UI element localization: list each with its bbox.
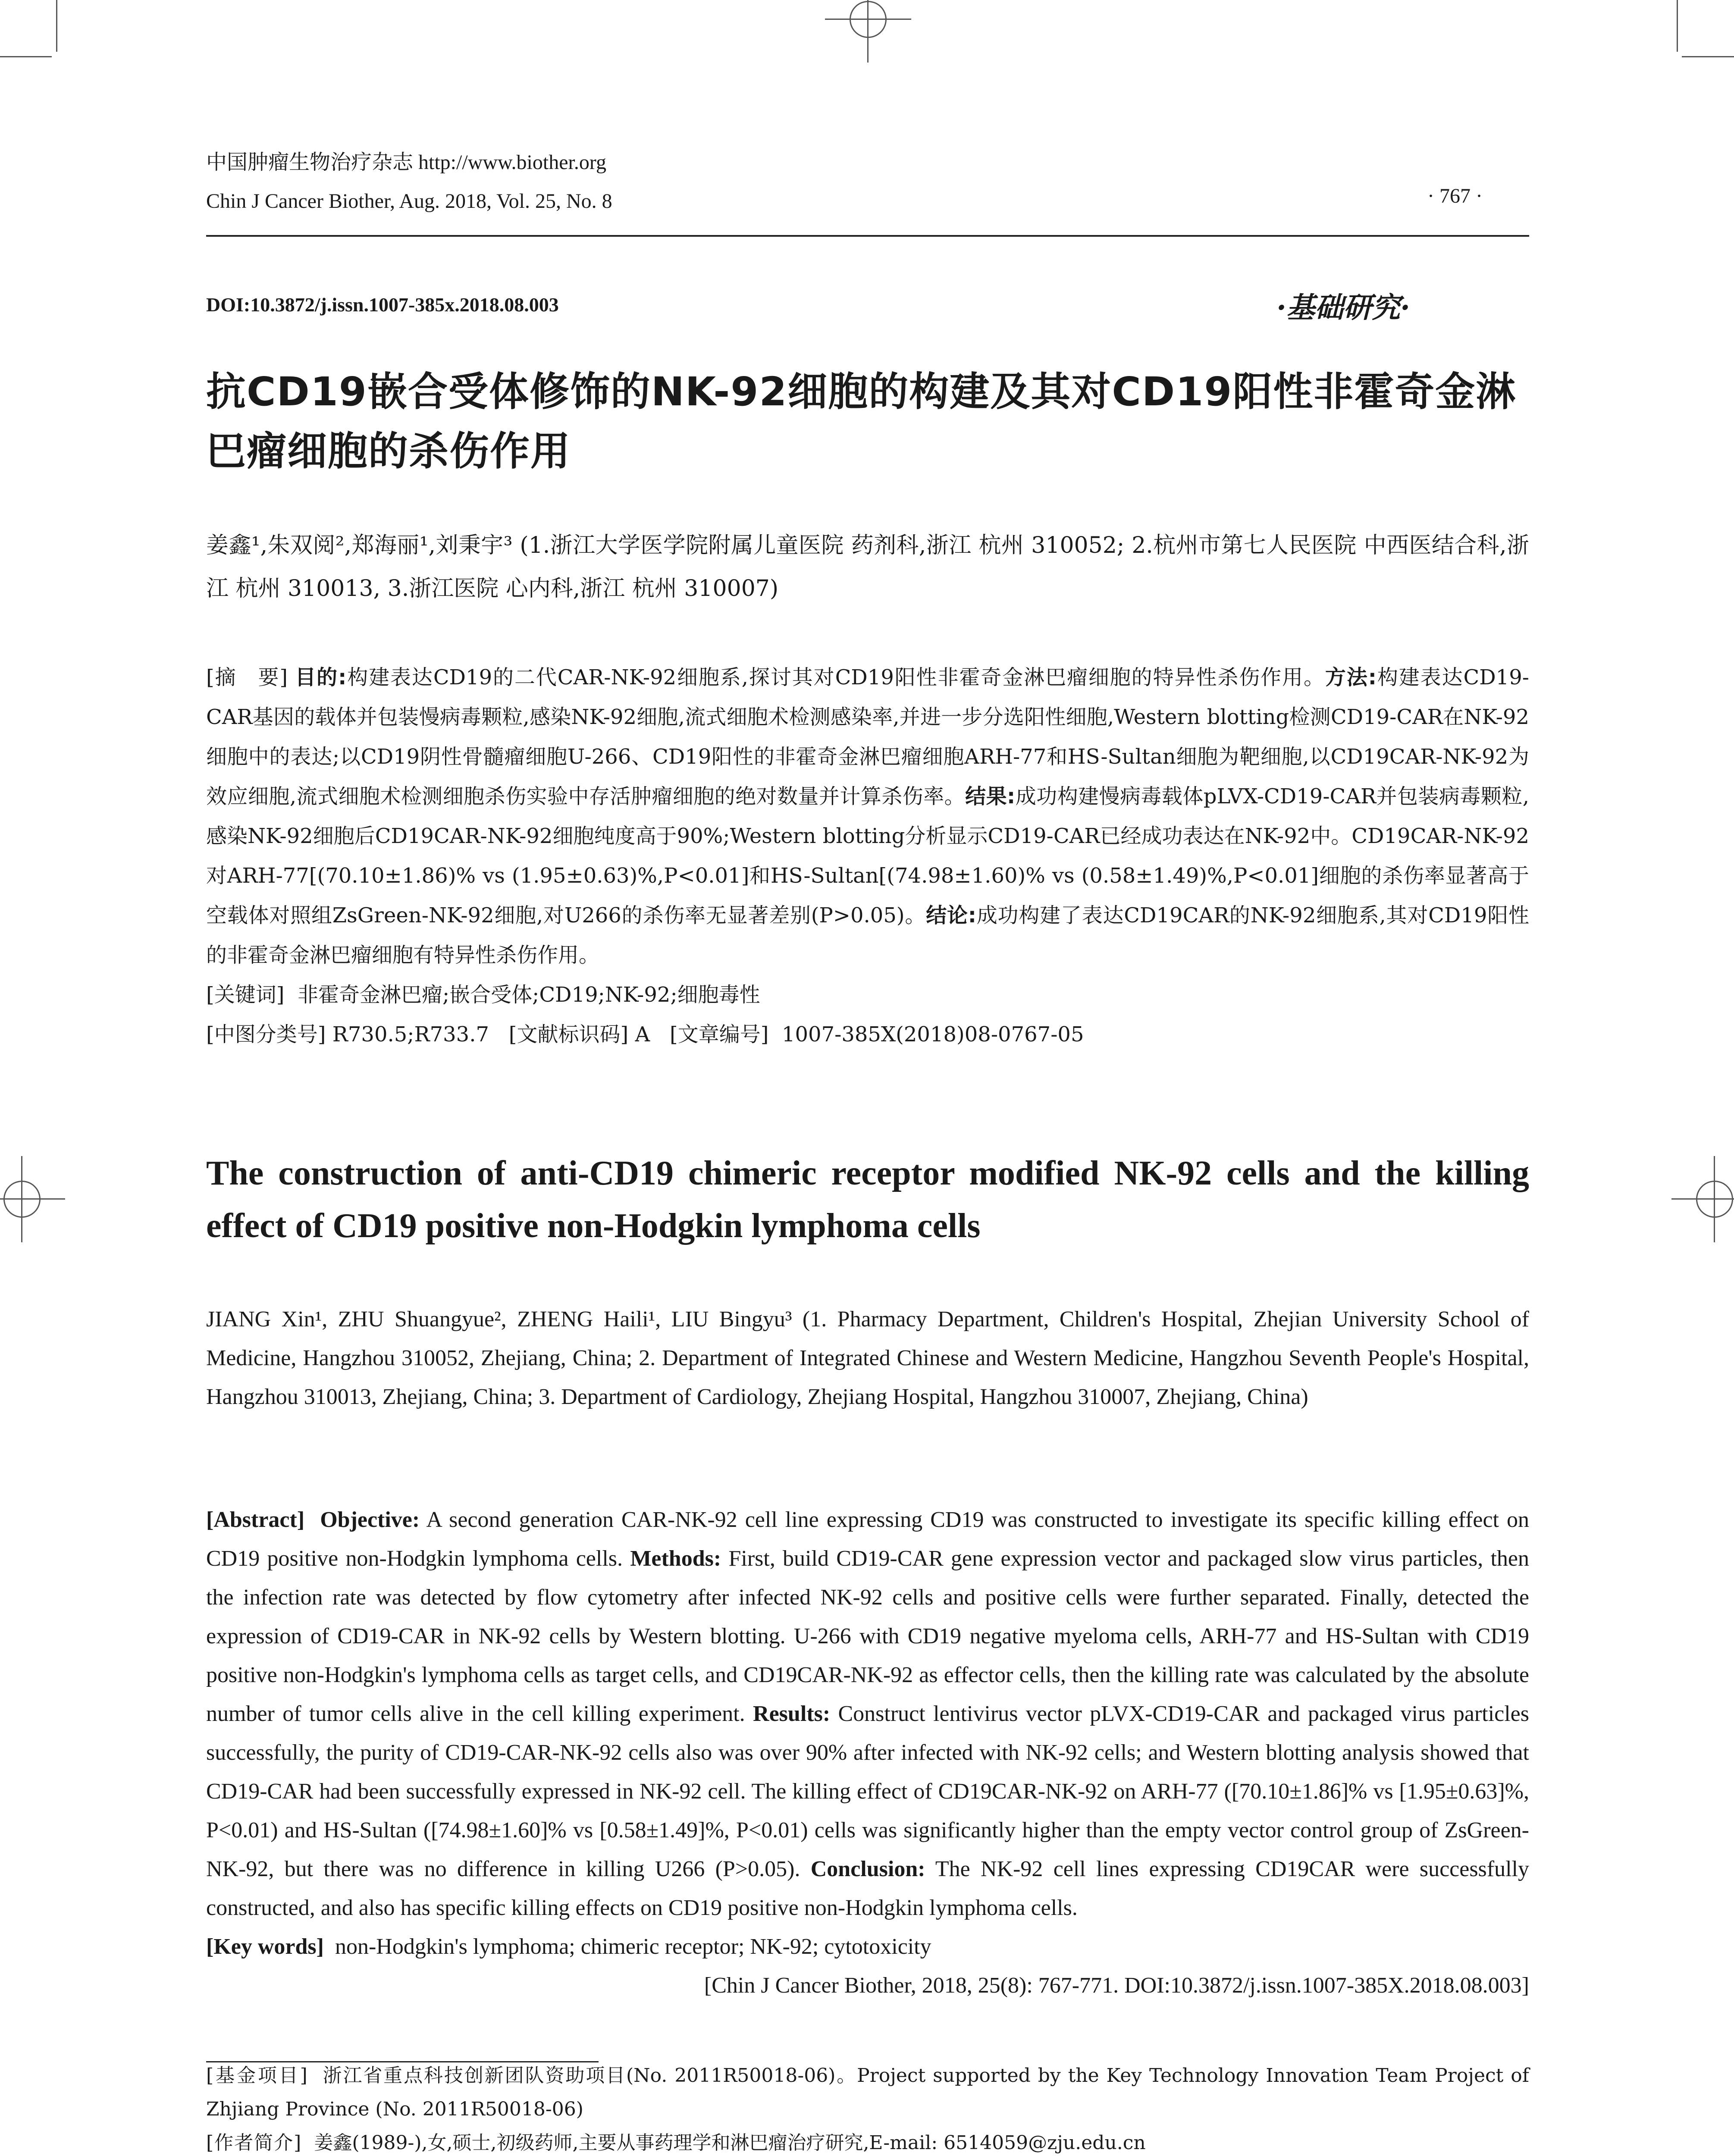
cn-objective: 构建表达CD19的二代CAR-NK-92细胞系,探讨其对CD19阳性非霍奇金淋巴瘤细胞的特异性杀伤作用。	[346, 665, 1325, 689]
en-keywords: non-Hodgkin's lymphoma; chimeric receptor; NK-92; cytotoxicity	[335, 1934, 931, 1959]
cn-article-no: 1007-385X(2018)08-0767-05	[781, 1022, 1084, 1047]
en-title: The construction of anti-CD19 chimeric receptor modified NK-92 cells and the killing effect of CD19 positive non-Hodgkin lymphoma cells	[206, 1154, 1529, 1245]
cn-results: 成功构建慢病毒载体pLVX-CD19-CAR并包装病毒颗粒,感染NK-92细胞后CD19CAR-NK-92细胞纯度高于90%;Western blotting分析显示CD19-CAR已经成功表达在NK-92中。CD19CAR-NK-92对ARH-77[(70.10±1.86)% vs (1.95±0.63)%,P<0.01]和HS-Sultan[(74.98±1.60)% vs (0.58±1.49)%,P<0.01]细胞的杀伤率显著高于空载体对照组ZsGreen-NK-92细胞,对U266的杀伤率无显著差别(P>0.05)。	[206, 784, 1529, 928]
en-abstract-label: [Abstract]	[206, 1507, 305, 1532]
fund-label: [基金项目]	[206, 2065, 308, 2087]
en-authors: JIANG Xin¹, ZHU Shuangyue², ZHENG Haili¹, LIU Bingyu³ (1. Pharmacy Department, Children's Hospital, Zhejian University School of Medicine, Hangzhou 310052, Zhejiang, China; 2. Department of Integrated Chinese and Western Medicine, Hangzhou Seventh People's Hospital, Hangzhou 310013, Zhejiang, China; 3. Department of Cardiology, Zhejiang Hospital, Hangzhou 310007, Zhejiang, China)	[206, 1307, 1529, 1409]
en-results-label: Results:	[753, 1702, 831, 1726]
cn-abstract-label: [摘 要]	[206, 665, 288, 689]
en-citation: [Chin J Cancer Biother, 2018, 25(8): 767-771. DOI:10.3872/j.issn.1007-385X.2018.08.003]	[704, 1973, 1529, 1998]
en-results: Construct lentivirus vector pLVX-CD19-CAR and packaged virus particles successfully, the purity of CD19-CAR-NK-92 cells also was over 90% after infected with NK-92 cells; and Western blotting analysis showed that CD19-CAR had been successfully expressed in NK-92 cell. The killing effect of CD19CAR-NK-92 on ARH-77 ([70.10±1.86]% vs [1.95±0.63]%, P<0.01) and HS-Sultan ([74.98±1.60]% vs [0.58±1.49]%, P<0.01) cells was significantly higher than the empty vector control group of ZsGreen-NK-92, but there was no difference in killing U266 (P>0.05).	[206, 1702, 1529, 1881]
crop-mark-tl-v	[56, 0, 57, 52]
en-conclusion: The NK-92 cell lines expressing CD19CAR were successfully constructed, and also has specific killing effects on CD19 positive non-Hodgkin lymphoma cells.	[206, 1857, 1530, 1920]
cn-methods-label: 方法:	[1325, 665, 1377, 689]
journal-header-cn: 中国肿瘤生物治疗杂志 http://www.biother.org	[206, 151, 606, 174]
cn-conclusion-label: 结论:	[926, 903, 976, 928]
crop-mark-tr-v	[1677, 0, 1678, 52]
author-bio-text: 姜鑫(1989-),女,硕士,初级药师,主要从事药理学和淋巴瘤治疗研究,E-mail: 6514059@zju.edu.cn	[314, 2132, 1146, 2154]
cn-article-no-label: [文章编号]	[669, 1022, 769, 1047]
cn-clc-label: [中图分类号]	[206, 1022, 326, 1047]
registration-mark-top	[850, 1, 887, 38]
cn-objective-label: 目的:	[295, 665, 347, 689]
cn-abstract	[206, 658, 1529, 1054]
en-keywords-label: [Key words]	[206, 1934, 324, 1959]
cn-methods: 构建表达CD19-CAR基因的载体并包装慢病毒颗粒,感染NK-92细胞,流式细胞术检测感染率,并进一步分选阳性细胞,Western blotting检测CD19-CAR在NK-92细胞中的表达;以CD19阴性骨髓瘤细胞U-266、CD19阳性的非霍奇金淋巴瘤细胞ARH-77和HS-Sultan细胞为靶细胞,以CD19CAR-NK-92为效应细胞,流式细胞术检测细胞杀伤实验中存活肿瘤细胞的绝对数量并计算杀伤率。	[206, 665, 1529, 808]
cn-keywords: 非霍奇金淋巴瘤;嵌合受体;CD19;NK-92;细胞毒性	[297, 983, 760, 1007]
cn-clc: R730.5;R733.7	[332, 1022, 489, 1047]
page-number: · 767 ·	[1427, 185, 1483, 207]
registration-mark-right	[1696, 1181, 1733, 1218]
en-methods: First, build CD19-CAR gene expression vector and packaged slow virus particles, then the infection rate was detected by flow cytometry after infected NK-92 cells and positive cells were further separated. Finally, detected the expression of CD19-CAR in NK-92 cells by Western blotting. U-266 with CD19 negative myeloma cells, ARH-77 and HS-Sultan with CD19 positive non-Hodgkin's lymphoma cells as target cells, and CD19CAR-NK-92 as effector cells, then the killing rate was calculated by the absolute number of tumor cells alive in the cell killing experiment.	[206, 1546, 1530, 1726]
en-abstract	[206, 1501, 1529, 2005]
cn-title: 抗CD19嵌合受体修饰的NK-92细胞的构建及其对CD19阳性非霍奇金淋巴瘤细胞的杀伤作用	[206, 369, 1517, 474]
cn-authors: 姜鑫¹,朱双阅²,郑海丽¹,刘秉宇³ (1.浙江大学医学院附属儿童医院 药剂科,浙江 杭州 310052; 2.杭州市第七人民医院 中西医结合科,浙江 杭州 310013, 3.浙江医院 心内科,浙江 杭州 310007)	[206, 533, 1529, 602]
author-note	[206, 2126, 1529, 2156]
article-category: ·基础研究·	[1276, 291, 1410, 324]
cn-doc-code: A	[635, 1022, 650, 1047]
author-bio-label: [作者简介]	[206, 2132, 302, 2154]
fund-text: 浙江省重点科技创新团队资助项目(No. 2011R50018-06)。Project supported by the Key Technology Innovation Team Project of Zhjiang Province (No. 2011R50018-06)	[206, 2065, 1529, 2120]
crop-mark-tl-h	[0, 56, 52, 57]
cn-conclusion: 成功构建了表达CD19CAR的NK-92细胞系,其对CD19阳性的非霍奇金淋巴瘤细胞有特异性杀伤作用。	[206, 903, 1529, 967]
en-objective-label: Objective:	[320, 1507, 420, 1532]
registration-mark-left	[3, 1181, 41, 1218]
fund-note	[206, 2059, 1529, 2126]
en-methods-label: Methods:	[630, 1546, 721, 1571]
header-rule	[206, 235, 1529, 237]
footnotes	[206, 2059, 1529, 2156]
en-conclusion-label: Conclusion:	[810, 1857, 925, 1881]
cn-doc-code-label: [文献标识码]	[508, 1022, 629, 1047]
journal-header-en: Chin J Cancer Biother, Aug. 2018, Vol. 25, No. 8	[206, 190, 612, 213]
doi: DOI:10.3872/j.issn.1007-385x.2018.08.003	[206, 294, 559, 316]
cn-results-label: 结果:	[965, 784, 1016, 808]
cn-keywords-label: [关键词]	[206, 983, 285, 1007]
crop-mark-tr-h	[1682, 56, 1734, 57]
en-objective: A second generation CAR-NK-92 cell line expressing CD19 was constructed to investigate its specific killing effect on CD19 positive non-Hodgkin lymphoma cells.	[206, 1507, 1529, 1571]
